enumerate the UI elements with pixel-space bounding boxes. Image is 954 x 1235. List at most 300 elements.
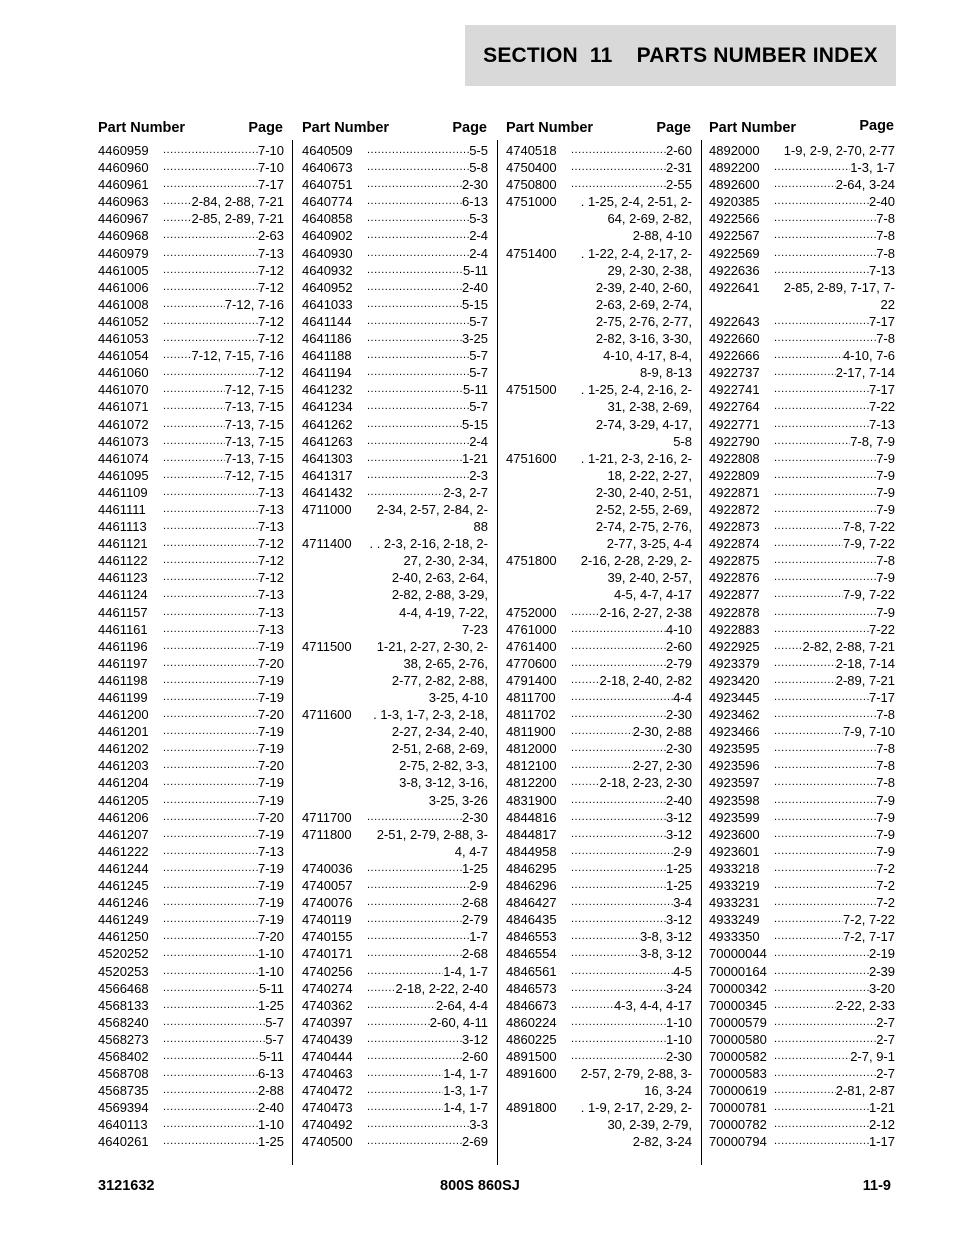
dot-leader: [571, 740, 666, 757]
index-entry: [709, 689, 897, 706]
page-references: [774, 1082, 897, 1099]
page-references: [774, 227, 897, 244]
part-number: 4923597: [709, 775, 760, 791]
index-entry: [506, 911, 694, 928]
page-references: [774, 450, 897, 467]
page-references: [571, 1031, 694, 1048]
dot-leader: [571, 723, 633, 740]
index-entry: [98, 193, 286, 210]
page-references: [367, 245, 490, 262]
page-reference: 2-9: [469, 878, 488, 894]
part-number: 4761000: [506, 621, 557, 637]
dot-leader: [571, 774, 599, 791]
part-number: 4640952: [302, 279, 353, 295]
part-number: 4751500: [506, 382, 557, 398]
dot-leader: [163, 330, 258, 347]
part-number: 4520252: [98, 946, 149, 962]
index-entry: [98, 945, 286, 962]
index-entry: [98, 1082, 286, 1099]
index-entry: [98, 245, 286, 262]
page-reference: 3-20: [868, 980, 895, 996]
index-entry: [709, 501, 897, 518]
page-reference: 7-8, 7-22: [842, 519, 895, 535]
index-entry: [709, 792, 897, 809]
dot-leader: [163, 911, 258, 928]
page-reference: 1-3, 1-7: [850, 160, 895, 176]
dot-leader: [571, 928, 640, 945]
dot-leader: [367, 1082, 443, 1099]
part-number: 4811700: [506, 690, 556, 705]
dot-leader: [163, 398, 225, 415]
dot-leader: [571, 655, 666, 672]
page-references: [571, 176, 694, 193]
page-references: [367, 963, 490, 980]
index-entry: [506, 245, 694, 382]
index-entry: [709, 877, 897, 894]
index-entry: [98, 860, 286, 877]
page-reference: 7-9, 7-10: [842, 724, 895, 740]
index-entry: [709, 210, 897, 227]
page-reference: 7-2: [876, 895, 895, 911]
page-reference-line: 38, 2-65, 2-76,: [403, 655, 488, 671]
dot-leader: [163, 518, 258, 535]
page-references: [774, 518, 897, 535]
dot-leader: [774, 1031, 876, 1048]
index-entry: [709, 621, 897, 638]
index-entry: [709, 330, 897, 347]
part-number: 4846554: [506, 946, 557, 962]
part-number: 4641188: [302, 348, 352, 364]
page-reference: 2-12: [868, 1117, 895, 1133]
page-reference: 3-24: [665, 980, 692, 996]
page-reference: 7-13: [257, 587, 284, 603]
index-entry: [98, 159, 286, 176]
index-entry: [98, 963, 286, 980]
dot-leader: [774, 210, 876, 227]
part-number: 4922567: [709, 228, 760, 244]
page-reference-line: 2-34, 2-57, 2-84, 2-: [376, 501, 488, 517]
page-references: [163, 1099, 286, 1116]
page-reference: 7-19: [257, 775, 284, 791]
page-reference: 2-7: [876, 1014, 895, 1030]
page-reference: 2-60: [665, 638, 692, 654]
page-references: [163, 313, 286, 330]
index-entry: [506, 723, 694, 740]
index-entry: [302, 159, 490, 176]
part-number: 4641303: [302, 450, 353, 466]
dot-leader: [774, 604, 876, 621]
page-reference: 2-18, 7-14: [835, 655, 895, 671]
index-entry: [302, 210, 490, 227]
index-entry: [98, 518, 286, 535]
page-reference: 7-9: [876, 501, 895, 517]
page-references: [571, 159, 694, 176]
part-number: 70000619: [709, 1083, 767, 1099]
dot-leader: [163, 450, 225, 467]
dot-leader: [163, 1031, 265, 1048]
index-entry: [709, 193, 897, 210]
index-entry: [709, 381, 897, 398]
page-reference: 7-13: [257, 484, 284, 500]
index-entry: [302, 1065, 490, 1082]
page-reference-line: 1-21, 2-27, 2-30, 2-: [376, 638, 488, 654]
page-reference: 2-9: [673, 843, 692, 859]
page-references: [774, 826, 897, 843]
dot-leader: [774, 843, 876, 860]
dot-leader: [163, 638, 258, 655]
page-reference: 7-20: [257, 707, 284, 723]
page-references: [163, 877, 286, 894]
index-entry: [98, 877, 286, 894]
index-entry: [709, 672, 897, 689]
page-references: [367, 911, 490, 928]
part-number: 4922771: [709, 416, 760, 432]
index-entry: [709, 911, 897, 928]
part-number: 4740500: [302, 1134, 353, 1150]
page-references: [774, 210, 897, 227]
dot-leader: [163, 1116, 258, 1133]
page-reference-line: . 1-3, 1-7, 2-3, 2-18,: [373, 707, 488, 723]
dot-leader: [774, 552, 876, 569]
index-entry: [98, 1099, 286, 1116]
dot-leader: [163, 672, 258, 689]
part-number: 4461060: [98, 365, 149, 381]
section-title-banner: [465, 25, 896, 86]
part-number: 4461199: [98, 690, 148, 705]
page-references: [774, 330, 897, 347]
part-number: 4461073: [98, 433, 149, 449]
part-number: 4641144: [302, 313, 352, 329]
part-number: 70000582: [709, 1048, 767, 1064]
page-reference: 3-12: [665, 809, 692, 825]
page-reference: 2-81, 2-87: [835, 1083, 895, 1099]
part-number: 4740171: [302, 946, 353, 962]
dot-leader: [163, 501, 258, 518]
part-number: 4640774: [302, 194, 353, 210]
index-entry: [302, 1133, 490, 1150]
dot-leader: [571, 980, 666, 997]
dot-leader: [774, 176, 836, 193]
dot-leader: [367, 1065, 443, 1082]
index-entry: [98, 928, 286, 945]
part-number: 4640932: [302, 262, 353, 278]
dot-leader: [774, 792, 876, 809]
index-entry: [506, 604, 694, 621]
page-reference: 7-17: [868, 382, 895, 398]
page-reference: 2-88: [257, 1083, 284, 1099]
page-reference: 1-10: [257, 963, 284, 979]
dot-leader: [367, 963, 443, 980]
page-references: [774, 262, 897, 279]
dot-leader: [163, 928, 258, 945]
page-reference-line: 2-77, 2-82, 2-88,: [391, 672, 488, 688]
dot-leader: [367, 1014, 430, 1031]
page-reference: 7-9: [876, 467, 895, 483]
page-references: [571, 792, 694, 809]
dot-leader: [163, 535, 258, 552]
dot-leader: [367, 433, 469, 450]
page-reference: 7-13, 7-15: [224, 416, 284, 432]
page-reference-line: 2-16, 2-28, 2-29, 2-: [580, 553, 692, 569]
index-entry: [302, 928, 490, 945]
page-reference-line: 4-4, 4-19, 7-22,: [399, 604, 488, 620]
page-reference: 2-89, 7-21: [835, 672, 895, 688]
page-reference: 4-10: [665, 621, 692, 637]
dot-leader: [163, 210, 191, 227]
page-reference: 1-25: [461, 860, 488, 876]
page-references: [163, 569, 286, 586]
index-entry: [302, 501, 490, 535]
page-reference-line: 39, 2-40, 2-57,: [607, 570, 692, 586]
page-references: [774, 757, 897, 774]
page-references: [774, 535, 897, 552]
index-entry: [98, 911, 286, 928]
page-reference: 7-13: [257, 519, 284, 535]
page-reference: 2-55: [665, 177, 692, 193]
column-header: [709, 116, 897, 142]
page-reference: 3-3: [469, 1117, 488, 1133]
part-number: 4922873: [709, 519, 760, 535]
column-header: [98, 116, 286, 142]
dot-leader: [774, 501, 876, 518]
dot-leader: [571, 877, 666, 894]
index-entry: [98, 1014, 286, 1031]
page-references: [163, 860, 286, 877]
dot-leader: [774, 398, 869, 415]
page-reference: 7-2: [876, 878, 895, 894]
part-number: 4922666: [709, 348, 760, 364]
index-entry: [302, 894, 490, 911]
page-reference: 7-9, 7-22: [842, 587, 895, 603]
page-reference: 7-8: [876, 553, 895, 569]
page-reference: 2-63: [257, 228, 284, 244]
page-reference: 7-12: [257, 536, 284, 552]
page-reference-line: . 1-22, 2-4, 2-17, 2-: [580, 245, 692, 261]
page-references: [163, 706, 286, 723]
part-number: 4846435: [506, 912, 557, 928]
index-entry: [98, 467, 286, 484]
page-reference: 4-5: [673, 963, 692, 979]
index-entry: [302, 860, 490, 877]
page-references: [367, 501, 490, 535]
footer-model: 800S 860SJ: [440, 1178, 520, 1194]
page-reference-line: 4-10, 4-17, 8-4,: [603, 348, 692, 364]
index-entry: [302, 535, 490, 638]
page-references: [163, 501, 286, 518]
index-entry: [302, 638, 490, 706]
part-number: 4922566: [709, 211, 760, 227]
page-references: [367, 1082, 490, 1099]
part-number: 4711700: [302, 809, 352, 825]
index-entry: [302, 381, 490, 398]
part-number: 4923598: [709, 792, 760, 808]
index-entry: [302, 193, 490, 210]
dot-leader: [367, 945, 462, 962]
page-references: [774, 569, 897, 586]
part-number: 4740256: [302, 963, 353, 979]
page-reference: 7-17: [257, 177, 284, 193]
page-references: [367, 945, 490, 962]
page-reference-line: 22: [880, 296, 895, 312]
page-reference: 2-40: [461, 279, 488, 295]
dot-leader: [163, 945, 258, 962]
page-references: [571, 245, 694, 382]
page-reference: 7-19: [257, 690, 284, 705]
part-number: 4923595: [709, 741, 760, 757]
page-reference: 6-13: [461, 194, 488, 210]
index-entry: [709, 655, 897, 672]
footer-doc-number: 3121632: [98, 1178, 155, 1194]
dot-leader: [367, 980, 395, 997]
page-reference-line: 3-25, 3-26: [428, 792, 488, 808]
page-reference: 2-7: [876, 1066, 895, 1082]
index-entry: [98, 706, 286, 723]
index-rows: [709, 142, 897, 1151]
page-reference-line: 2-82, 3-24: [632, 1134, 692, 1150]
part-number: 4846295: [506, 860, 557, 876]
dot-leader: [774, 330, 876, 347]
index-entry: [98, 740, 286, 757]
dot-leader: [571, 843, 673, 860]
page-reference: 2-82, 2-88, 7-21: [802, 638, 895, 654]
page-references: [163, 347, 286, 364]
index-entry: [709, 535, 897, 552]
page-reference: 7-12: [257, 553, 284, 569]
page-references: [163, 176, 286, 193]
dot-leader: [367, 142, 469, 159]
page-reference: 7-8: [876, 758, 895, 774]
page-references: [571, 1099, 694, 1150]
page-references: [163, 467, 286, 484]
index-entry: [506, 672, 694, 689]
dot-leader: [774, 416, 869, 433]
part-number: 4891600: [506, 1066, 557, 1082]
part-number: 4922875: [709, 553, 760, 569]
page-references: [774, 928, 897, 945]
dot-leader: [774, 774, 876, 791]
dot-leader: [163, 142, 258, 159]
index-entry: [98, 604, 286, 621]
dot-leader: [774, 911, 843, 928]
column-header: [506, 116, 694, 142]
page-reference: 1-4, 1-7: [443, 1100, 488, 1116]
index-entry: [506, 997, 694, 1014]
page-references: [367, 381, 490, 398]
part-number: 4641234: [302, 399, 353, 415]
index-entry: [709, 860, 897, 877]
dot-leader: [774, 809, 876, 826]
part-number: 4740155: [302, 929, 353, 945]
part-number: 4461202: [98, 741, 149, 757]
index-entry: [302, 467, 490, 484]
page-reference: 7-10: [257, 143, 284, 158]
page-reference: 7-8: [876, 707, 895, 723]
index-entry: [709, 245, 897, 262]
dot-leader: [367, 364, 469, 381]
dot-leader: [163, 809, 258, 826]
page-references: [367, 860, 490, 877]
page-reference: 1-21: [868, 1100, 895, 1116]
page-references: [774, 706, 897, 723]
part-number: 4641232: [302, 382, 353, 398]
index-column-2: [302, 116, 490, 1151]
page-references: [774, 1065, 897, 1082]
dot-leader: [774, 826, 876, 843]
part-number: 4922871: [709, 484, 760, 500]
dot-leader: [571, 826, 666, 843]
index-entry: [98, 450, 286, 467]
part-number: 4461054: [98, 348, 149, 364]
dot-leader: [367, 809, 462, 826]
page-reference: 2-31: [665, 160, 692, 176]
part-number: 4923445: [709, 690, 760, 705]
page-references: [367, 484, 490, 501]
index-entry: [302, 963, 490, 980]
dot-leader: [774, 723, 843, 740]
page-references: [774, 774, 897, 791]
page-references: [774, 672, 897, 689]
page-references: [163, 1031, 286, 1048]
page-references: [367, 638, 490, 706]
part-number: 4923599: [709, 809, 760, 825]
part-number: 70000583: [709, 1066, 767, 1082]
index-entry: [709, 963, 897, 980]
page-reference: 2-19: [868, 946, 895, 962]
page-reference: 7-13: [257, 843, 284, 859]
index-entry: [506, 381, 694, 449]
page-reference-line: 2-30, 2-40, 2-51,: [595, 484, 692, 500]
page-reference: 2-39: [868, 963, 895, 979]
part-number: 4922737: [709, 365, 760, 381]
page-reference-line: 8-9, 8-13: [639, 365, 692, 381]
page-references: [163, 142, 286, 159]
index-column-3: [506, 116, 694, 1151]
dot-leader: [571, 809, 666, 826]
page-references: [163, 1014, 286, 1031]
part-number: 4844817: [506, 826, 557, 842]
dot-leader: [163, 655, 258, 672]
dot-leader: [163, 980, 259, 997]
part-number: 70000781: [709, 1100, 767, 1116]
page-reference-line: 2-27, 2-34, 2-40,: [391, 724, 488, 740]
dot-leader: [163, 894, 258, 911]
index-entry: [302, 484, 490, 501]
dot-leader: [163, 740, 258, 757]
index-entry: [506, 928, 694, 945]
index-entry: [709, 1048, 897, 1065]
page-references: [163, 843, 286, 860]
dot-leader: [163, 279, 258, 296]
page-references: [163, 740, 286, 757]
part-number: 4933249: [709, 912, 760, 928]
part-number: 4460963: [98, 194, 149, 210]
page-reference-line: 2-75, 2-76, 2-77,: [595, 313, 692, 329]
index-entry: [709, 706, 897, 723]
page-reference: 7-17: [868, 690, 895, 705]
page-heading: Page: [248, 120, 283, 136]
part-number: 4920385: [709, 194, 760, 210]
index-entry: [302, 245, 490, 262]
page-references: [571, 860, 694, 877]
index-entry: [98, 843, 286, 860]
page-reference-line: 3-8, 3-12, 3-16,: [399, 775, 488, 791]
part-number: 4740397: [302, 1014, 353, 1030]
index-entry: [98, 535, 286, 552]
page-reference: 3-12: [665, 826, 692, 842]
dot-leader: [163, 757, 258, 774]
page-reference: 1-17: [868, 1134, 895, 1150]
page-references: [163, 364, 286, 381]
